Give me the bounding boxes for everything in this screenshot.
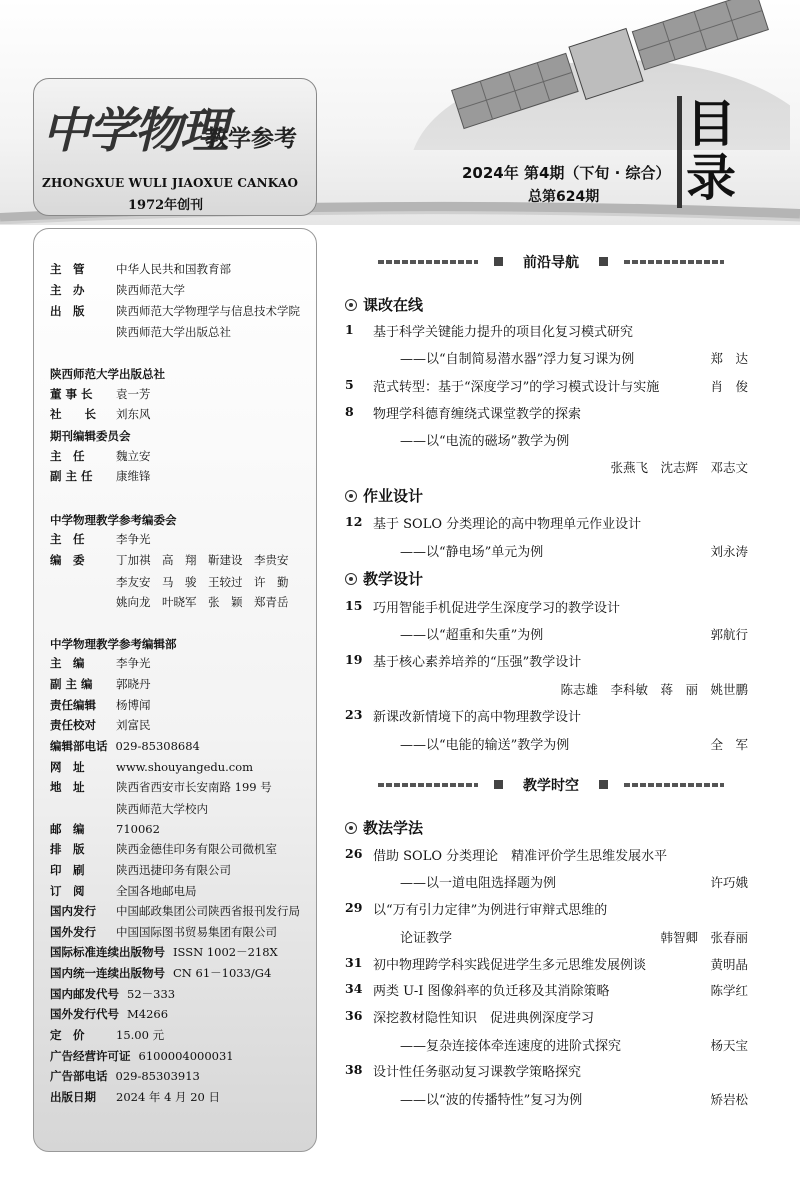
toc-subtitle: ——以一道电阻选择题为例 — [400, 876, 557, 891]
info-row: 邮 编 710062 — [50, 822, 160, 836]
toc-author: 矫岩松 — [710, 1092, 748, 1107]
info-row: 广告经营许可证 6100004000031 — [50, 1049, 234, 1063]
toc-author: 肖 俊 — [710, 379, 748, 394]
info-row: 地 址 陕西省西安市长安南路 199 号 — [50, 780, 272, 794]
toc-title: 借助 SOLO 分类理论 精准评价学生思维发展水平 — [373, 849, 668, 864]
toc-author: 黄明晶 — [710, 957, 748, 972]
toc-page-number: 29 — [345, 900, 363, 915]
info-row: 编 委 丁加祺 高 翔 靳建设 李贵安 — [50, 553, 289, 567]
info-row: 国内统一连续出版物号 CN 61－1033/G4 — [50, 966, 272, 980]
toc-title: 设计性任务驱动复习课教学策略探究 — [373, 1065, 582, 1080]
toc-subtitle: ——以“电能的输送”教学为例 — [400, 738, 570, 753]
toc-author: 全 军 — [710, 737, 748, 752]
toc-author: 郑 达 — [710, 351, 748, 366]
toc-title: 物理学科德育缠绕式课堂教学的探索 — [373, 407, 582, 422]
target-bullet-icon — [345, 299, 357, 311]
toc-page-number: 23 — [345, 707, 363, 722]
info-row: 国际标准连续出版物号 ISSN 1002－218X — [50, 945, 278, 959]
issue-label: 2024年 第4期（下旬 · 综合） — [462, 164, 671, 182]
info-row: 责任校对 刘富民 — [50, 718, 151, 732]
info-row: 主 管 中华人民共和国教育部 — [50, 262, 231, 276]
info-continuation: 姚向龙 叶晓军 张 颖 郑青岳 — [116, 595, 289, 609]
toc-page-number: 38 — [345, 1062, 363, 1077]
toc-title: 两类 U-I 图像斜率的负迁移及其消除策略 — [373, 984, 610, 999]
info-row: 国外发行 中国国际图书贸易集团有限公司 — [50, 925, 277, 939]
info-row: 副 主 编 郭晓丹 — [50, 677, 151, 691]
info-row: 国内邮发代号 52－333 — [50, 987, 176, 1001]
info-group-heading: 期刊编辑委员会 — [50, 429, 131, 443]
info-row: 责任编辑 杨博闻 — [50, 698, 151, 712]
section-banner — [378, 776, 724, 794]
info-group-heading: 中学物理教学参考编辑部 — [50, 637, 177, 651]
toc-title: 基于 SOLO 分类理论的高中物理单元作业设计 — [373, 517, 642, 532]
info-continuation: 陕西师范大学校内 — [116, 802, 208, 816]
logo-subtitle: 教学参考 — [205, 126, 297, 152]
toc-title: 新课改新情境下的高中物理教学设计 — [373, 710, 582, 725]
toc-author: 刘永涛 — [710, 544, 748, 559]
toc-page-number: 36 — [345, 1008, 363, 1023]
info-row: 订 阅 全国各地邮电局 — [50, 884, 197, 898]
section-title: 教学时空 — [519, 778, 583, 794]
founded-year: 1972年创刊 — [128, 198, 204, 213]
toc-page-number: 8 — [345, 404, 354, 419]
info-row: 出 版 陕西师范大学物理学与信息技术学院 — [50, 304, 300, 318]
target-bullet-icon — [345, 573, 357, 585]
contents-title-bar — [677, 96, 682, 208]
toc-page-number: 5 — [345, 377, 354, 392]
info-row: 国内发行 中国邮政集团公司陕西省报刊发行局 — [50, 904, 300, 918]
logo-title: 中学物理 — [42, 103, 227, 159]
info-row: 主 编 李争光 — [50, 656, 151, 670]
info-continuation: 李友安 马 骏 王较过 许 勤 — [116, 575, 289, 589]
toc-page-number: 12 — [345, 514, 363, 529]
toc-page-number: 26 — [345, 846, 363, 861]
info-row: 排 版 陕西金德佳印务有限公司微机室 — [50, 842, 277, 856]
toc-page-number: 1 — [345, 322, 354, 337]
section-banner — [378, 253, 724, 271]
section-title: 前沿导航 — [519, 255, 583, 271]
toc-subtitle: ——以“静电场”单元为例 — [400, 545, 544, 560]
target-bullet-icon — [345, 490, 357, 502]
toc-title: 深挖教材隐性知识 促进典例深度学习 — [373, 1011, 595, 1026]
info-row: 广告部电话 029-85303913 — [50, 1069, 200, 1083]
contents-title-char-1: 目 — [686, 94, 736, 153]
info-group-heading: 陕西师范大学出版总社 — [50, 367, 165, 381]
info-row: 主 任 李争光 — [50, 532, 151, 546]
toc-author: 张燕飞 沈志辉 邓志文 — [610, 460, 748, 475]
toc-title: 以“万有引力定律”为例进行审辩式思维的 — [373, 903, 608, 918]
info-row: 董 事 长 袁一芳 — [50, 387, 151, 401]
info-continuation: 陕西师范大学出版总社 — [116, 325, 231, 339]
info-row: 出版日期 2024 年 4 月 20 日 — [50, 1090, 220, 1104]
toc-author: 郭航行 — [710, 627, 748, 642]
toc-page-number: 19 — [345, 652, 363, 667]
contents-title-char-2: 录 — [686, 148, 736, 207]
toc-subtitle: 论证教学 — [400, 931, 453, 946]
toc-title: 基于核心素养培养的“压强”教学设计 — [373, 655, 582, 670]
toc-author: 陈志雄 李科敏 蒋 丽 姚世鹏 — [560, 682, 748, 697]
info-row: 副 主 任 康维锋 — [50, 469, 151, 483]
category-heading: 教法学法 — [345, 817, 423, 838]
info-row: 编辑部电话 029-85308684 — [50, 739, 200, 753]
category-heading: 课改在线 — [345, 294, 423, 315]
toc-subtitle: ——复杂连接体牵连速度的进阶式探究 — [400, 1039, 622, 1054]
toc-subtitle: ——以“电流的磁场”教学为例 — [400, 434, 570, 449]
info-row: 定 价 15.00 元 — [50, 1028, 165, 1042]
toc-page-number: 34 — [345, 981, 363, 996]
category-heading: 作业设计 — [345, 485, 423, 506]
toc-subtitle: ——以“超重和失重”为例 — [400, 628, 544, 643]
toc-page-number: 15 — [345, 598, 363, 613]
info-group-heading: 中学物理教学参考编委会 — [50, 513, 177, 527]
target-bullet-icon — [345, 822, 357, 834]
toc-title: 范式转型：基于“深度学习”的学习模式设计与实施 — [373, 380, 660, 395]
toc-author: 许巧娥 — [710, 875, 748, 890]
toc-author: 杨天宝 — [710, 1038, 748, 1053]
toc-author: 陈学红 — [710, 983, 748, 998]
toc-subtitle: ——以“自制简易潜水器”浮力复习课为例 — [400, 352, 635, 367]
total-issue-label: 总第624期 — [528, 189, 600, 205]
info-row: 印 刷 陕西迅捷印务有限公司 — [50, 863, 231, 877]
category-heading: 教学设计 — [345, 568, 423, 589]
toc-author: 韩智卿 张春丽 — [660, 930, 748, 945]
logo-pinyin: ZHONGXUE WULI JIAOXUE CANKAO — [42, 176, 299, 190]
info-row: 社 长 刘东风 — [50, 407, 151, 421]
info-row: 主 办 陕西师范大学 — [50, 283, 185, 297]
toc-title: 初中物理跨学科实践促进学生多元思维发展例谈 — [373, 958, 647, 973]
info-row: 网 址 www.shouyangedu.com — [50, 760, 254, 774]
toc-title: 基于科学关键能力提升的项目化复习模式研究 — [373, 325, 634, 340]
toc-page-number: 31 — [345, 955, 363, 970]
info-row: 主 任 魏立安 — [50, 449, 151, 463]
toc-title: 巧用智能手机促进学生深度学习的教学设计 — [373, 601, 621, 616]
info-row: 国外发行代号 M4266 — [50, 1007, 169, 1021]
toc-subtitle: ——以“波的传播特性”复习为例 — [400, 1093, 583, 1108]
